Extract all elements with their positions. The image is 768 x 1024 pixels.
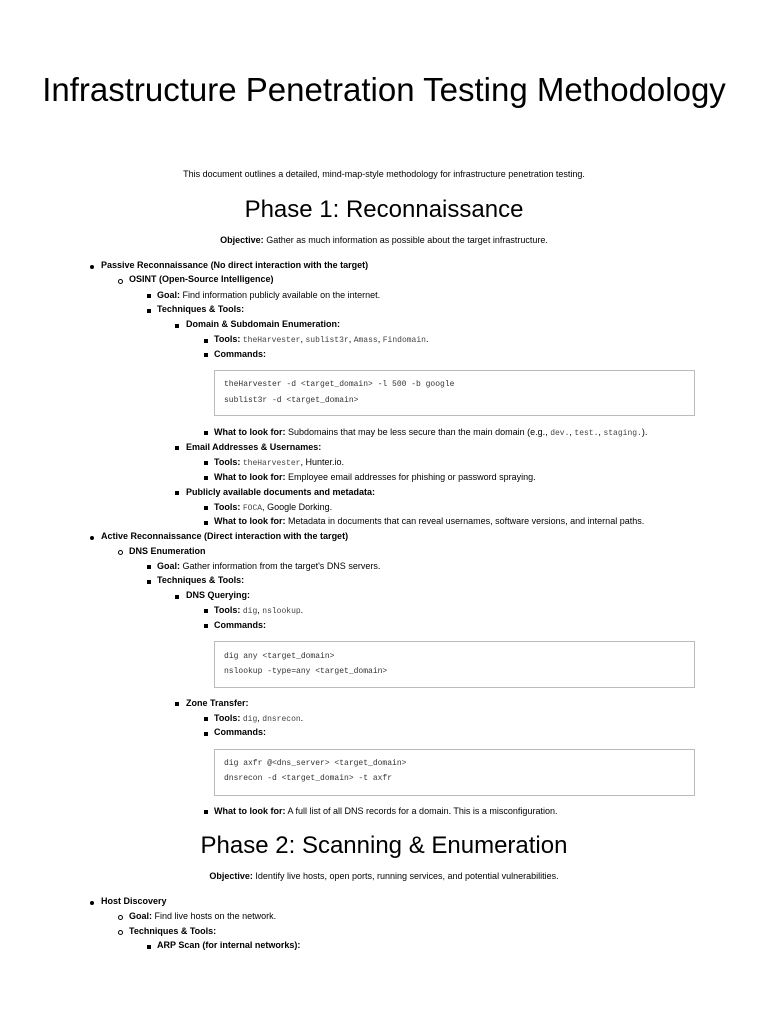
arp-scan-item: ARP Scan (for internal networks):: [157, 940, 301, 950]
dns-querying-tools: Tools: dig, nslookup.: [214, 605, 304, 616]
docs-item: Publicly available documents and metadata:: [186, 487, 376, 497]
host-goal: Goal: Find live hosts on the network.: [129, 911, 277, 921]
bullet-square: [204, 521, 208, 525]
bullet-square: [204, 624, 208, 628]
phase2-heading: Phase 2: Scanning & Enumeration: [200, 832, 568, 859]
bullet-square: [147, 580, 151, 584]
bullet-square: [204, 506, 208, 510]
osint-item: OSINT (Open-Source Intelligence): [129, 274, 274, 284]
bullet-disc: [90, 901, 94, 905]
bullet-circle: [118, 930, 123, 935]
bullet-square: [204, 717, 208, 721]
bullet-square: [204, 732, 208, 736]
bullet-disc: [90, 536, 94, 540]
email-tools: Tools: theHarvester, Hunter.io.: [214, 457, 344, 468]
phase1-objective: Objective: Gather as much information as possible about the target infrastructure.: [220, 235, 548, 245]
bullet-square: [204, 461, 208, 465]
code-line: dnsrecon -d <target_domain> -t axfr: [224, 774, 393, 783]
page-title: Infrastructure Penetration Testing Methodology: [42, 71, 726, 108]
code-block: [214, 641, 695, 688]
bullet-square: [175, 324, 179, 328]
zone-tools: Tools: dig, dnsrecon.: [214, 713, 304, 724]
domain-enum-commands: Commands:: [214, 349, 267, 359]
bullet-circle: [118, 915, 123, 920]
osint-techniques: Techniques & Tools:: [157, 304, 245, 314]
phase1-heading: Phase 1: Reconnaissance: [244, 196, 524, 223]
code-line: dig axfr @<dns_server> <target_domain>: [224, 759, 407, 768]
bullet-square: [204, 810, 208, 814]
docs-look: What to look for: Metadata in documents that can reveal usernames, software versions, and internal paths.: [214, 516, 645, 526]
dns-techniques: Techniques & Tools:: [157, 575, 245, 585]
domain-enum-look: What to look for: Subdomains that may be less secure than the main domain (e.g., dev., test., staging.).: [214, 427, 648, 438]
dns-querying-commands: Commands:: [214, 620, 267, 630]
code-block: [214, 370, 695, 416]
code-block: [214, 749, 695, 796]
host-techniques: Techniques & Tools:: [129, 926, 217, 936]
bullet-disc: [90, 265, 94, 269]
intro-text: This document outlines a detailed, mind-map-style methodology for infrastructure penetration testing.: [183, 169, 585, 179]
osint-goal: Goal: Find information publicly available on the internet.: [157, 290, 381, 300]
bullet-square: [204, 353, 208, 357]
domain-enum-item: Domain & Subdomain Enumeration:: [186, 319, 341, 329]
dns-goal: Goal: Gather information from the target's DNS servers.: [157, 561, 381, 571]
passive-recon-item: Passive Reconnaissance (No direct interaction with the target): [101, 260, 369, 270]
active-recon-item: Active Reconnaissance (Direct interaction with the target): [101, 531, 349, 541]
bullet-square: [204, 476, 208, 480]
bullet-square: [147, 565, 151, 569]
bullet-square: [147, 309, 151, 313]
bullet-square: [204, 431, 208, 435]
code-line: sublist3r -d <target_domain>: [224, 396, 359, 405]
code-line: nslookup -type=any <target_domain>: [224, 667, 388, 676]
zone-look: What to look for: A full list of all DNS records for a domain. This is a misconfiguration.: [214, 806, 558, 816]
dns-enum-item: DNS Enumeration: [129, 546, 206, 556]
bullet-square: [147, 945, 151, 949]
bullet-square: [175, 595, 179, 599]
bullet-circle: [118, 279, 123, 284]
domain-enum-tools: Tools: theHarvester, sublist3r, Amass, Findomain.: [214, 334, 429, 345]
bullet-square: [204, 339, 208, 343]
bullet-square: [175, 446, 179, 450]
dns-querying-item: DNS Querying:: [186, 590, 251, 600]
code-line: dig any <target_domain>: [224, 652, 335, 661]
code-line: theHarvester -d <target_domain> -l 500 -b google: [224, 380, 455, 389]
host-discovery-item: Host Discovery: [101, 896, 167, 906]
bullet-square: [147, 294, 151, 298]
zone-commands: Commands:: [214, 727, 267, 737]
zone-transfer-item: Zone Transfer:: [186, 698, 249, 708]
email-look: What to look for: Employee email addresses for phishing or password spraying.: [214, 472, 536, 482]
bullet-square: [175, 702, 179, 706]
phase2-objective: Objective: Identify live hosts, open ports, running services, and potential vulnerabilities.: [209, 871, 559, 881]
bullet-square: [175, 491, 179, 495]
bullet-circle: [118, 550, 123, 555]
docs-tools: Tools: FOCA, Google Dorking.: [214, 502, 333, 513]
bullet-square: [204, 609, 208, 613]
email-item: Email Addresses & Usernames:: [186, 442, 322, 452]
